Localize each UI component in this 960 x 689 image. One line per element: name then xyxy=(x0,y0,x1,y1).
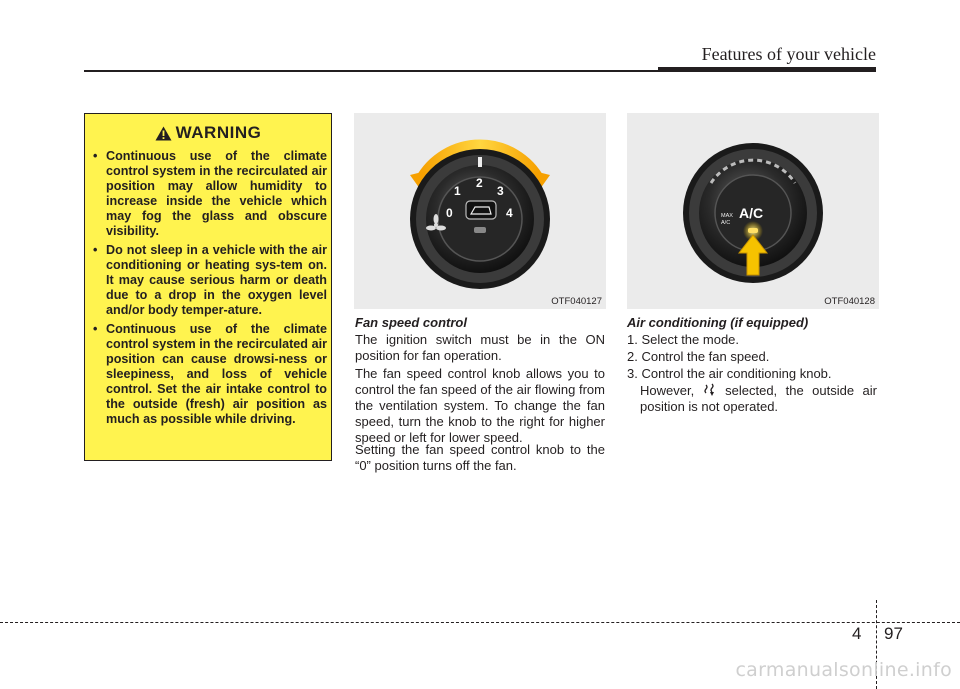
ac-figure xyxy=(627,113,879,309)
air-conditioning-title: Air conditioning (if equipped) xyxy=(627,315,809,330)
ac-note: However, selected, the outside air position is not operated. xyxy=(640,383,877,414)
header-rule-accent xyxy=(658,67,876,72)
fan-speed-paragraph: Setting the fan speed control knob to the “0” position turns off the fan. xyxy=(355,442,605,473)
recirculation-icon xyxy=(466,201,496,219)
watermark: carmanualsonline.info xyxy=(735,659,952,681)
ac-knob-illustration xyxy=(627,113,879,309)
page-number: 97 xyxy=(884,624,903,643)
ac-step: 2. Control the fan speed. xyxy=(627,349,770,364)
header-title: Features of your vehicle xyxy=(701,44,876,64)
warning-list xyxy=(93,149,327,431)
figure-code: OTF040127 xyxy=(551,296,602,307)
warning-title: WARNING xyxy=(175,123,262,142)
fan-speed-figure xyxy=(354,113,606,309)
dial-label-2: 2 xyxy=(476,176,483,190)
warning-triangle-icon xyxy=(155,126,172,141)
warning-header xyxy=(85,123,331,143)
fan-speed-title: Fan speed control xyxy=(355,315,467,330)
fan-speed-knob-illustration xyxy=(354,113,606,309)
footer-rule xyxy=(0,622,960,623)
indicator-light xyxy=(474,227,486,233)
warning-item: • Continuous use of the climate control system in the recirculated air position may allow humidity to increase inside the vehicle which may fog the glass and obscure visibility. xyxy=(93,149,327,238)
dial-label-1: 1 xyxy=(454,184,461,198)
max-sub-label: A/C xyxy=(721,220,731,226)
dial-label-4: 4 xyxy=(506,206,513,220)
dial-label-3: 3 xyxy=(497,184,504,198)
fan-speed-paragraph: The fan speed control knob allows you to control the fan speed of the air flowing from the ventilation system. To change the fan speed, turn the knob to the right for higher speed or left for lower speed. xyxy=(355,366,605,445)
ac-step: 1. Select the mode. xyxy=(627,332,740,347)
fan-speed-paragraph: The ignition switch must be in the ON position for fan operation. xyxy=(355,332,605,363)
ac-step: 3. Control the air conditioning knob. xyxy=(627,366,832,381)
chapter-number: 4 xyxy=(852,624,862,643)
warning-item: • Do not sleep in a vehicle with the air conditioning or heating sys-tem on. It may cause serious harm or death due to a drop in the oxygen level and/or body temper-ature. xyxy=(93,243,327,317)
ac-label: A/C xyxy=(739,205,764,221)
warning-item: • Continuous use of the climate control system in the recirculated air position can cause drowsi-ness or sleepiness, and loss of vehicle control. Set the air intake control to the outside (fresh) air position as much as possible while driving. xyxy=(93,322,327,426)
warning-box xyxy=(84,113,332,461)
max-label: MAX xyxy=(721,213,733,219)
defrost-icon xyxy=(703,383,717,397)
dial-label-0: 0 xyxy=(446,206,453,220)
figure-code: OTF040128 xyxy=(824,296,875,307)
